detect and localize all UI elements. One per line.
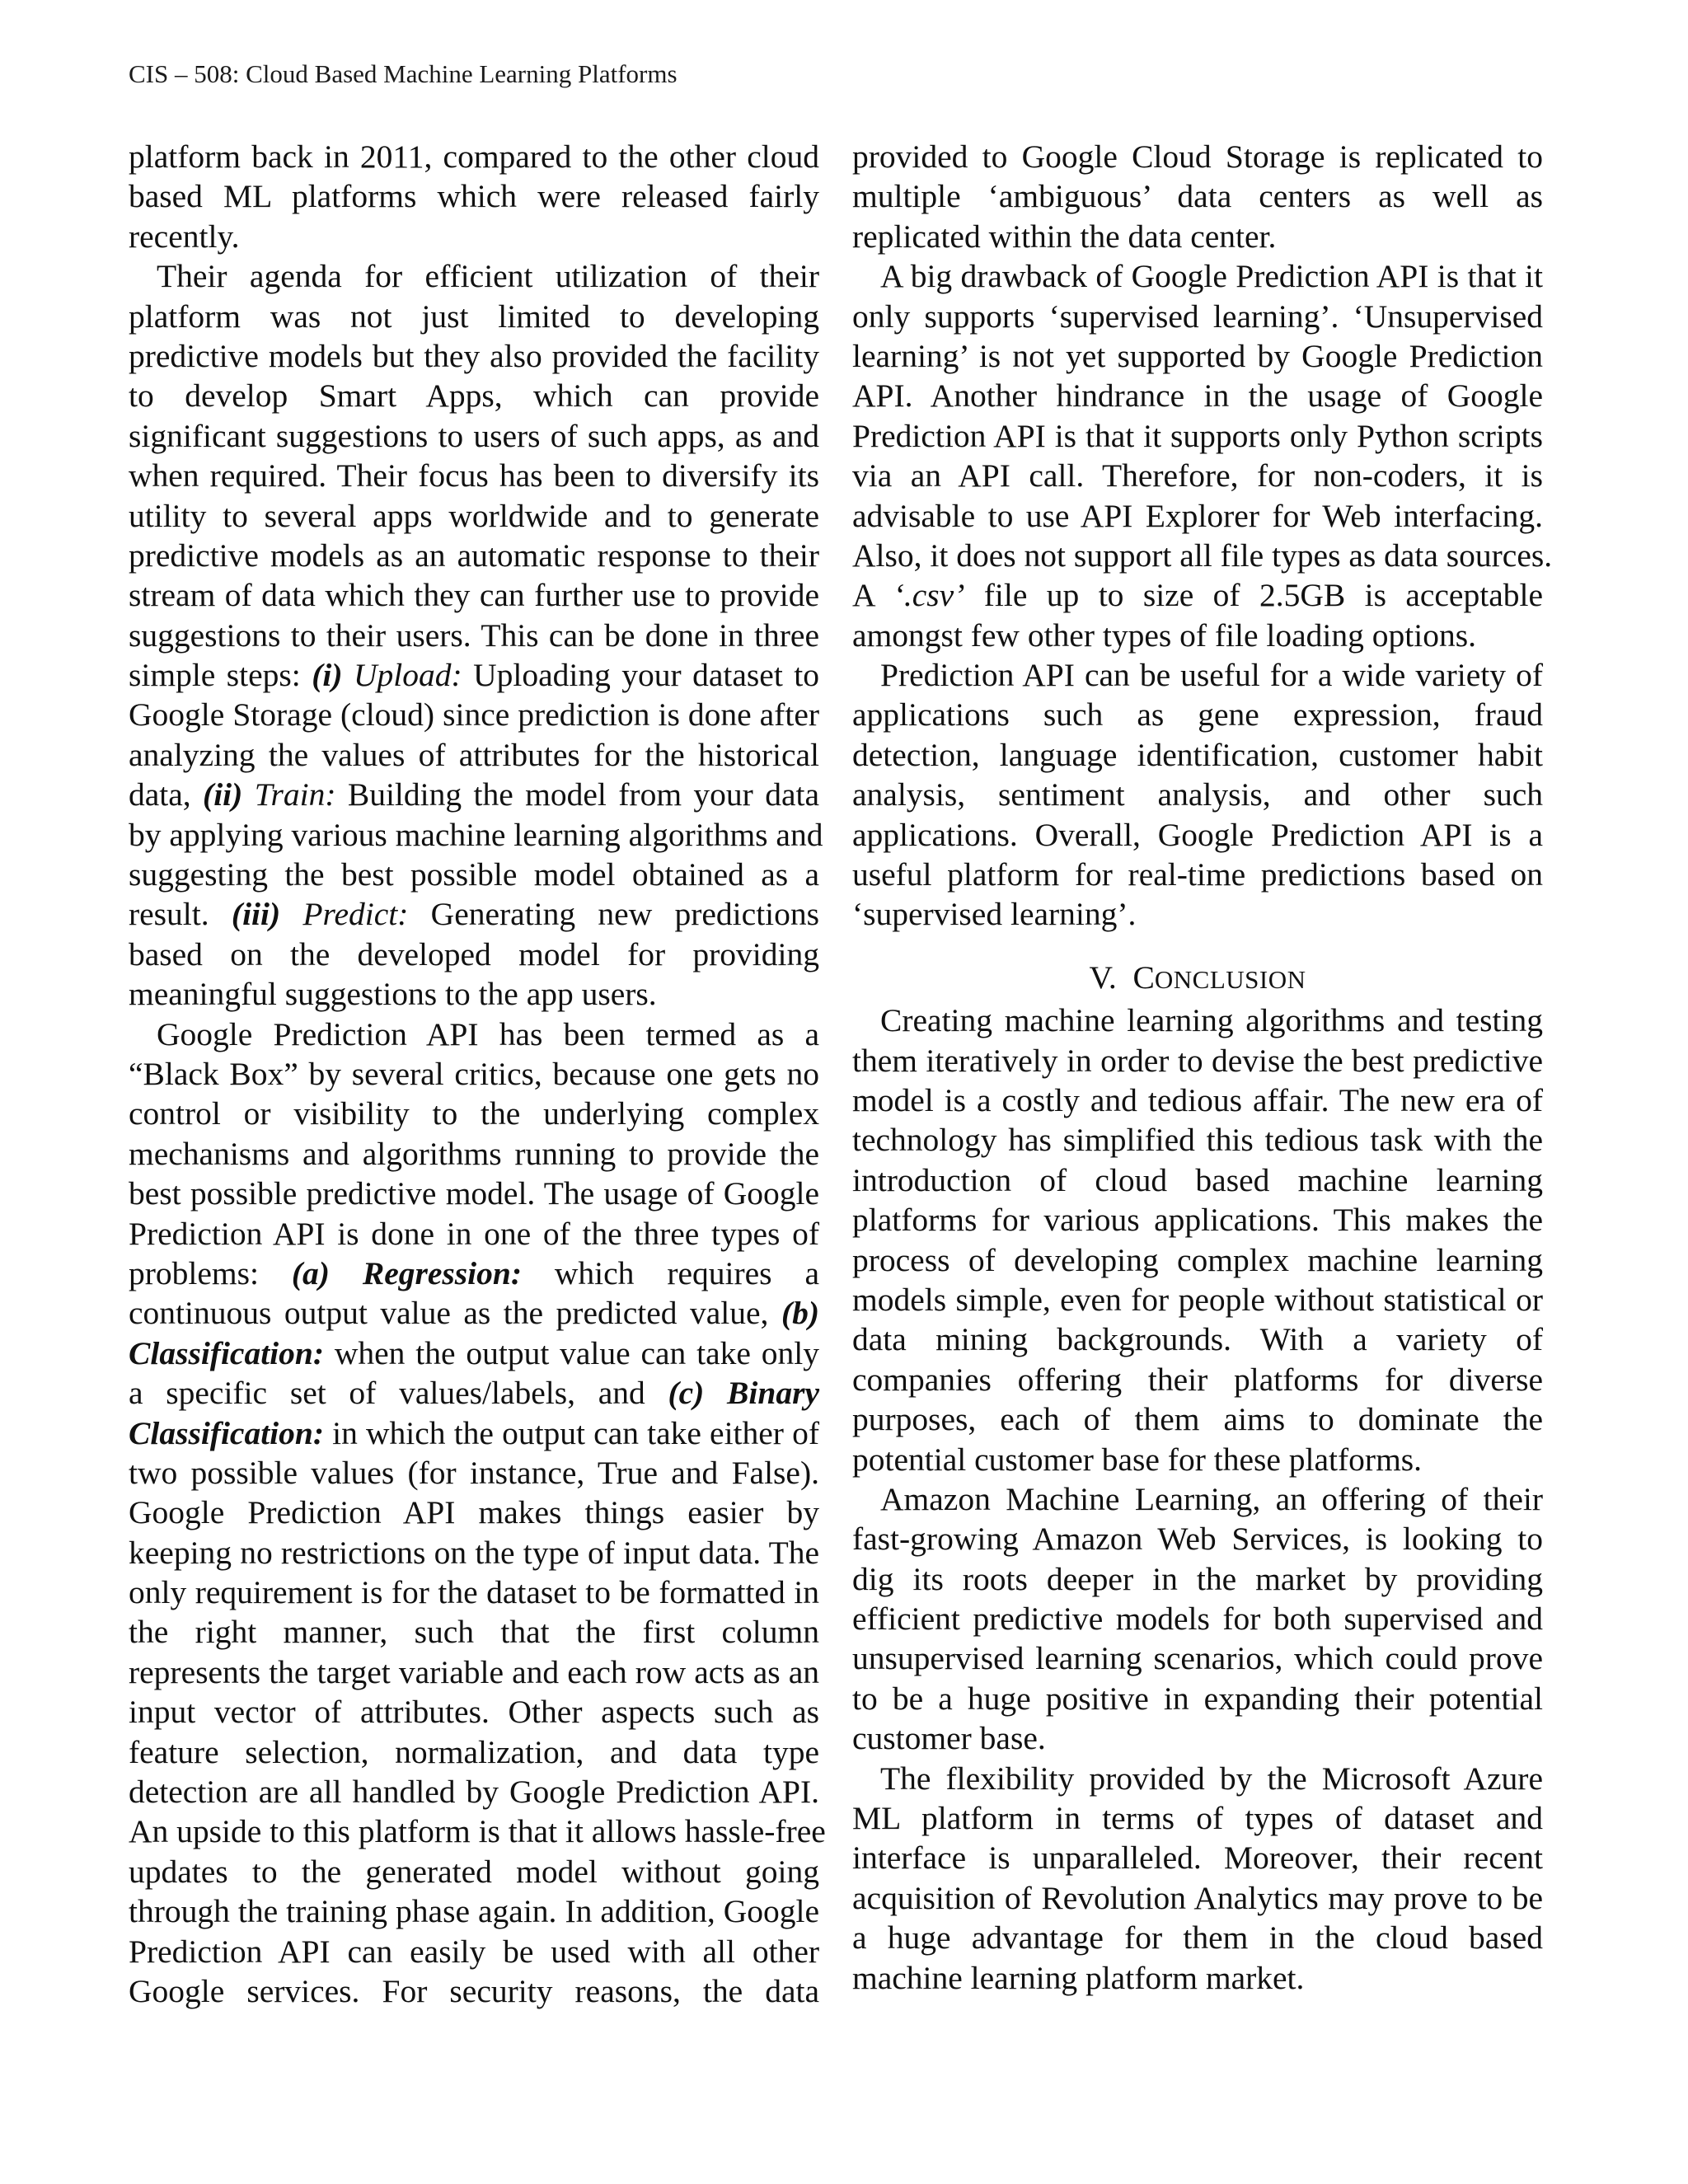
text-line: potential customer base for these platforms. xyxy=(852,1441,1423,1478)
text-line: technology has simplified this tedious task with the xyxy=(852,1122,1543,1159)
text-line: Prediction API can be useful for a wide variety of xyxy=(880,657,1543,694)
text-line: a specific set of values/labels, and (c) Binary xyxy=(129,1375,819,1412)
text-line: only requirement is for the dataset to be formatted in xyxy=(129,1574,819,1611)
text-line: analyzing the values of attributes for the historical xyxy=(129,736,819,773)
text-line: companies offering their platforms for diverse xyxy=(852,1361,1543,1398)
text-line: mechanisms and algorithms running to provide the xyxy=(129,1135,819,1172)
text-line: purposes, each of them aims to dominate the xyxy=(852,1401,1543,1438)
step-predict-line: result. (iii) Predict: Generating new predictions xyxy=(129,896,820,933)
section-heading-conclusion: V. CONCLUSION xyxy=(1089,958,1306,996)
step-number: (i) xyxy=(312,657,343,694)
text-line: feature selection, normalization, and data type xyxy=(129,1733,819,1770)
type-label: Binary xyxy=(704,1375,819,1412)
text-line: ‘supervised learning’. xyxy=(852,896,1137,933)
text-line: fast-growing Amazon Web Services, is looking to xyxy=(852,1521,1543,1558)
text-line: through the training phase again. In addition, Google xyxy=(129,1893,819,1930)
text-line: model is a costly and tedious affair. The new era of xyxy=(852,1081,1543,1118)
text-line: data mining backgrounds. With a variety of xyxy=(852,1321,1543,1358)
text-line: meaningful suggestions to the app users. xyxy=(129,976,657,1013)
text-line: Prediction API can easily be used with all other xyxy=(129,1933,819,1970)
text-line: significant suggestions to users of such apps, as and xyxy=(129,417,819,454)
text-line: when required. Their focus has been to diversify its xyxy=(129,457,819,494)
text-line: customer base. xyxy=(852,1720,1046,1757)
text-line: “Black Box” by several critics, because one gets no xyxy=(129,1055,819,1092)
type-label: Regression: xyxy=(329,1254,522,1291)
text-line: based on the developed model for providing xyxy=(129,935,819,972)
text-line: represents the target variable and each row acts as an xyxy=(129,1653,819,1690)
text-line: platforms for various applications. This makes the xyxy=(852,1202,1543,1239)
text-line: predictive models but they also provided the facility xyxy=(129,337,819,374)
paragraph-drawbacks xyxy=(852,256,1553,655)
text-line: useful platform for real-time predictions based on xyxy=(852,856,1543,893)
step-upload-line: simple steps: (i) Upload: Uploading your dataset to xyxy=(129,657,819,694)
text-line: a huge advantage for them in the cloud based xyxy=(852,1919,1543,1957)
text-line: via an API call. Therefore, for non-coders, it is xyxy=(852,457,1543,494)
running-header: CIS – 508: Cloud Based Machine Learning Platforms xyxy=(129,59,678,88)
text-line: applications. Overall, Google Prediction API is a xyxy=(852,816,1543,853)
text-line: interface is unparalleled. Moreover, their recent xyxy=(852,1840,1543,1877)
text-line: continuous output value as the predicted value, (b) xyxy=(129,1295,819,1332)
type-label: Classification: xyxy=(129,1414,325,1451)
text-line: amongst few other types of file loading options. xyxy=(852,616,1476,654)
step-number: (iii) xyxy=(231,896,281,933)
text-line: acquisition of Revolution Analytics may prove to be xyxy=(852,1879,1543,1916)
paragraph-applications xyxy=(852,655,1543,935)
text-line: Prediction API is done in one of the three types of xyxy=(129,1215,819,1252)
paragraph-storage-continued xyxy=(852,137,1543,256)
text-line: the right manner, such that the first column xyxy=(129,1614,819,1651)
left-column xyxy=(129,137,826,2011)
text-line: by applying various machine learning algorithms and xyxy=(129,816,823,853)
text-line: recently. xyxy=(129,218,240,255)
text-line: Prediction API is that it supports only Python scripts xyxy=(852,417,1543,454)
text-line: replicated within the data center. xyxy=(852,218,1277,255)
text-line: learning’ is not yet supported by Google Prediction xyxy=(852,337,1543,374)
type-label: Classification: xyxy=(129,1334,325,1371)
type-classification-line: Classification: when the output value can take only xyxy=(129,1334,819,1371)
text-line: keeping no restrictions on the type of input data. The xyxy=(129,1534,819,1571)
text-line: control or visibility to the underlying complex xyxy=(129,1095,819,1132)
text-line: Creating machine learning algorithms and testing xyxy=(880,1002,1543,1039)
text-line: platform back in 2011, compared to the other cloud xyxy=(129,138,819,175)
step-label: Upload: xyxy=(342,657,462,694)
paragraph-azure xyxy=(852,1759,1543,1998)
text-line: advisable to use API Explorer for Web interfacing. xyxy=(852,497,1543,534)
text-line: An upside to this platform is that it allows hassle-free xyxy=(129,1813,826,1850)
text-line: applications such as gene expression, fraud xyxy=(852,696,1543,733)
type-regression-line: problems: (a) Regression: which requires a xyxy=(129,1254,819,1291)
text-line: analysis, sentiment analysis, and other such xyxy=(852,776,1543,813)
text-line: stream of data which they can further use to provide xyxy=(129,577,819,614)
text-line: updates to the generated model without going xyxy=(129,1853,819,1890)
file-extension: ‘.csv’ xyxy=(893,577,965,614)
text-line: predictive models as an automatic response to their xyxy=(129,537,819,574)
text-line: to develop Smart Apps, which can provide xyxy=(129,377,819,415)
text-line: suggesting the best possible model obtained as a xyxy=(129,856,819,893)
text-line: to be a huge positive in expanding their potential xyxy=(852,1680,1543,1717)
text-line: input vector of attributes. Other aspects such as xyxy=(129,1694,819,1731)
text-line: A big drawback of Google Prediction API is that it xyxy=(880,258,1543,295)
text-line: machine learning platform market. xyxy=(852,1959,1305,1996)
text-line: best possible predictive model. The usage of Google xyxy=(129,1175,819,1212)
right-column xyxy=(852,137,1553,1998)
text-line: detection, language identification, customer habit xyxy=(852,736,1543,773)
text-line: Google Storage (cloud) since prediction is done after xyxy=(129,696,819,733)
paragraph-amazon xyxy=(852,1479,1543,1759)
text-line: ML platform in terms of types of dataset and xyxy=(852,1800,1543,1837)
text-line: Google Prediction API makes things easier by xyxy=(129,1494,819,1531)
text-line: two possible values (for instance, True and False). xyxy=(129,1454,819,1491)
paragraph-platform-history xyxy=(129,137,819,256)
text-line: introduction of cloud based machine learning xyxy=(852,1161,1543,1198)
paragraph-conclusion-intro xyxy=(852,1001,1543,1479)
type-binary-classification-line: Classification: in which the output can take either of xyxy=(129,1414,819,1451)
text-line: them iteratively in order to devise the best predictive xyxy=(852,1042,1543,1079)
paragraph-agenda xyxy=(129,256,823,1014)
text-line: Amazon Machine Learning, an offering of their xyxy=(880,1480,1543,1517)
text-line: multiple ‘ambiguous’ data centers as well as xyxy=(852,178,1543,215)
csv-line: A ‘.csv’ file up to size of 2.5GB is acceptable xyxy=(852,577,1543,614)
text-line: process of developing complex machine learning xyxy=(852,1241,1543,1278)
text-line: dig its roots deeper in the market by providing xyxy=(852,1560,1543,1597)
text-line: unsupervised learning scenarios, which could prove xyxy=(852,1640,1543,1677)
text-line: models simple, even for people without statistical or xyxy=(852,1281,1543,1318)
text-line: The flexibility provided by the Microsoft Azure xyxy=(880,1760,1543,1797)
text-line: detection are all handled by Google Prediction API. xyxy=(129,1774,819,1811)
text-line: Google services. For security reasons, the data xyxy=(129,1972,819,2009)
text-line: Their agenda for efficient utilization of their xyxy=(157,258,819,295)
section-number: V. xyxy=(1089,958,1117,996)
step-label: Predict: xyxy=(280,896,409,933)
text-line: platform was not just limited to developing xyxy=(129,298,819,335)
text-line: Google Prediction API has been termed as a xyxy=(157,1015,819,1052)
text-line: only supports ‘supervised learning’. ‘Unsupervised xyxy=(852,298,1543,335)
text-line: provided to Google Cloud Storage is replicated to xyxy=(852,138,1543,175)
text-line: Also, it does not support all file types as data sources. xyxy=(852,537,1553,574)
step-label: Train: xyxy=(242,776,336,813)
step-number: (ii) xyxy=(203,776,243,813)
text-line: efficient predictive models for both supervised and xyxy=(852,1601,1543,1638)
text-line: API. Another hindrance in the usage of Google xyxy=(852,377,1543,415)
text-line: based ML platforms which were released fairly xyxy=(129,178,819,215)
step-train-line: data, (ii) Train: Building the model from your data xyxy=(129,776,819,813)
text-line: utility to several apps worldwide and to generate xyxy=(129,497,819,534)
text-line: suggestions to their users. This can be done in three xyxy=(129,616,819,654)
paragraph-black-box xyxy=(129,1015,826,2012)
